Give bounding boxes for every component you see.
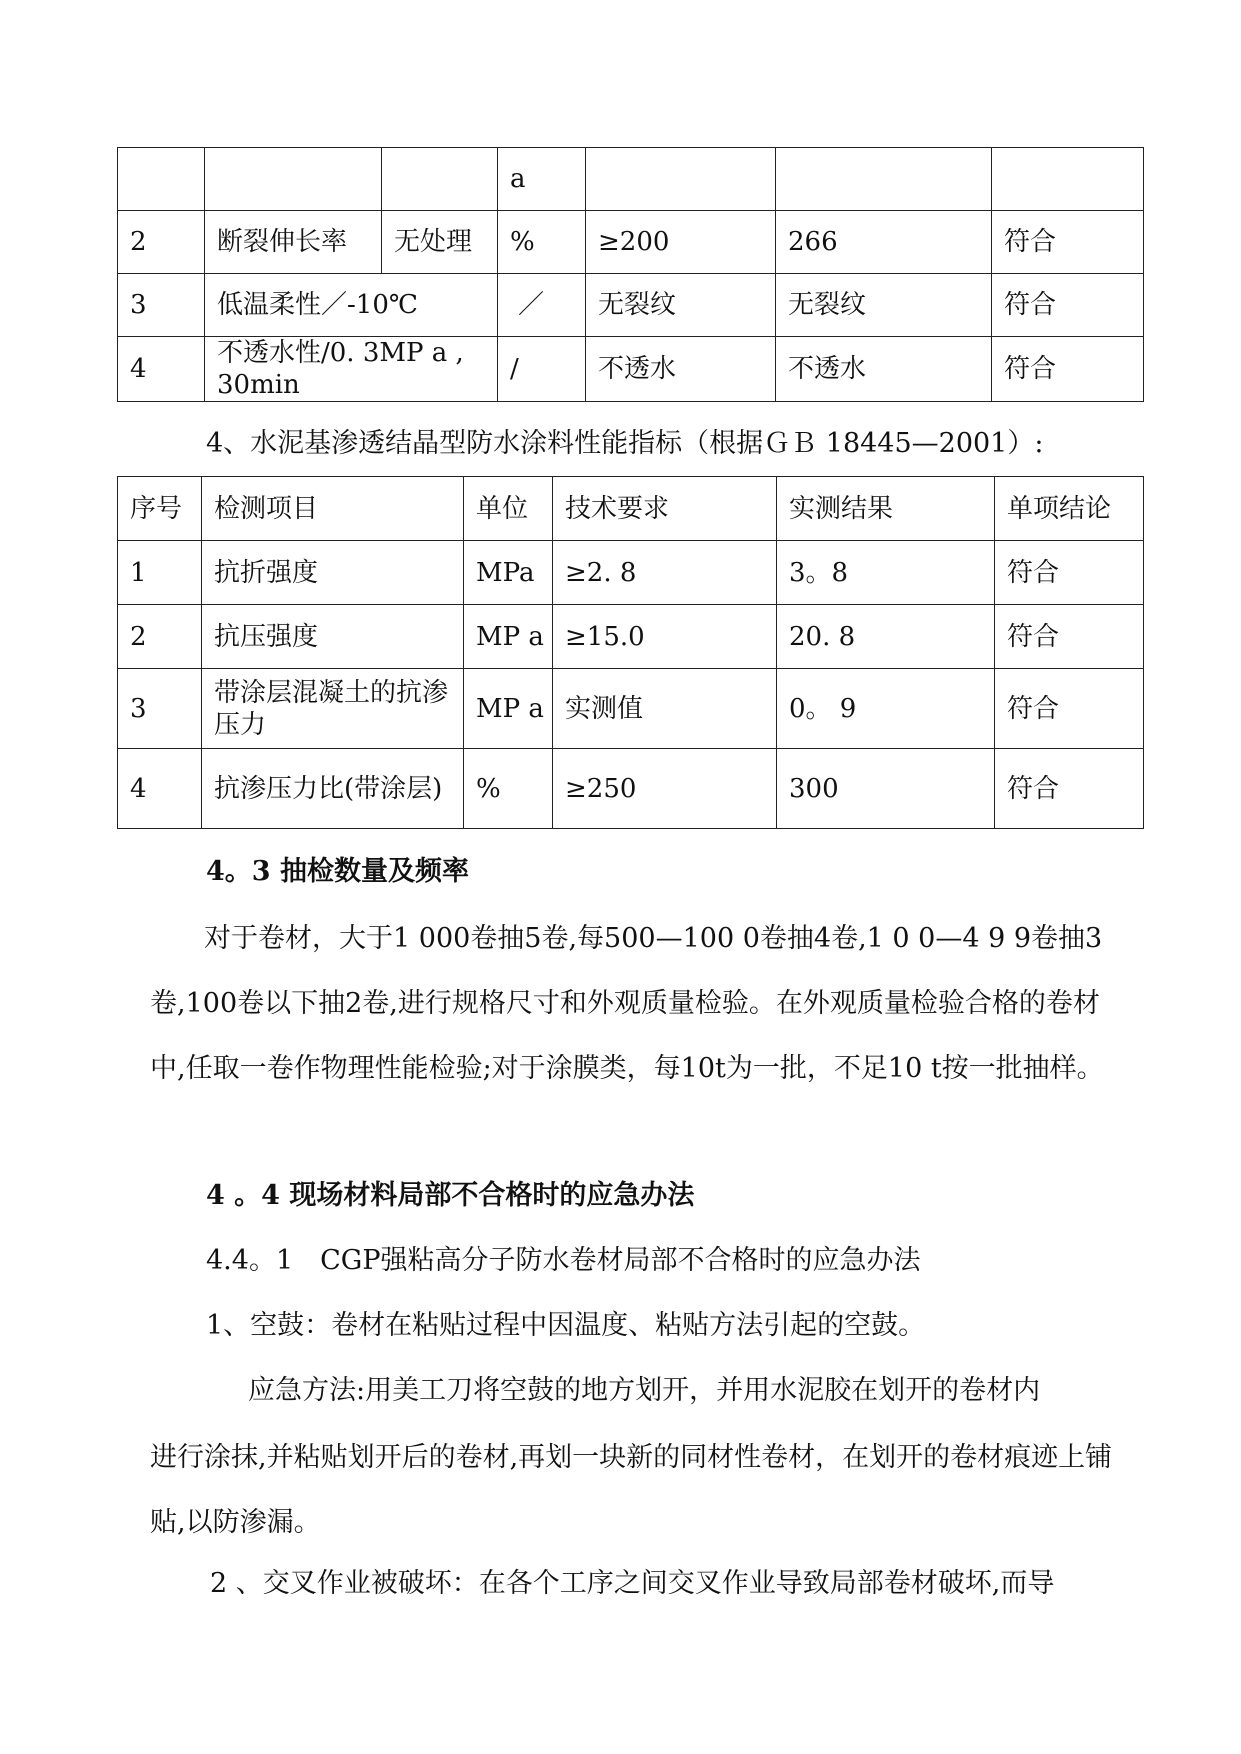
table-cell: 4 [118,337,205,402]
table-cell: a [498,148,586,211]
table-2 [117,476,1144,829]
table-row [118,148,1144,211]
list-item: 2 、交叉作业被破坏：在各个工序之间交叉作业导致局部卷材破坏,而导 [210,1568,1055,1599]
table-cell: 0。 9 [777,669,995,749]
table-cell: 不透水性/0. 3MP a , 30min [205,337,498,402]
table-cell: 符合 [995,541,1144,605]
table-cell [382,148,498,211]
column-header: 检测项目 [202,477,464,541]
table-cell: 符合 [992,274,1144,337]
table-cell: 无裂纹 [586,274,776,337]
table-cell: 符合 [995,749,1144,829]
column-header: 序号 [118,477,202,541]
column-header: 技术要求 [553,477,777,541]
table-cell: 3 [118,274,205,337]
paragraph-body: 进行涂抹,并粘贴划开后的卷材,再划一块新的同材性卷材，在划开的卷材痕迹上铺贴,以防渗漏。 [150,1442,1113,1538]
table-cell: MP a [464,669,553,749]
table-row [118,274,1144,337]
table-cell: ／ [498,274,586,337]
table-cell: 无处理 [382,211,498,274]
table-cell: ≥15.0 [553,605,777,669]
table-cell: 20. 8 [777,605,995,669]
subsection-heading: 4.4。1 CGP强粘高分子防水卷材局部不合格时的应急办法 [206,1245,921,1276]
list-item: 1、空鼓：卷材在粘贴过程中因温度、粘贴方法引起的空鼓。 [206,1310,926,1341]
table-cell: MP a [464,605,553,669]
paragraph-line: 应急方法:用美工刀将空鼓的地方划开，并用水泥胶在划开的卷材内 [248,1375,1041,1406]
table-cell: 1 [118,541,202,605]
column-header: 单位 [464,477,553,541]
table-cell: ≥250 [553,749,777,829]
table-cell [205,148,382,211]
table-cell: 断裂伸长率 [205,211,382,274]
table-cell: 实测值 [553,669,777,749]
table-cell: 抗渗压力比(带涂层) [202,749,464,829]
table-cell: ≥200 [586,211,776,274]
table-cell: 不透水 [776,337,992,402]
table-1 [117,147,1144,402]
table-cell: 抗压强度 [202,605,464,669]
section-body: 对于卷材，大于1 000卷抽5卷,每500—100 0卷抽4卷,1 0 0—4 9 9卷抽3卷,100卷以下抽2卷,进行规格尺寸和外观质量检验。在外观质量检验合格的卷材中,任取一卷作物理性能检验;对于涂膜类，每10t为一批，不足10 t按一批抽样。 [150,923,1104,1084]
table-row [118,211,1144,274]
table-row [118,337,1144,402]
table-cell: 符合 [995,605,1144,669]
column-header: 实测结果 [777,477,995,541]
table-cell [992,148,1144,211]
table-cell: 2 [118,211,205,274]
table-cell: MPa [464,541,553,605]
table-cell: 300 [777,749,995,829]
column-header: 单项结论 [995,477,1144,541]
table-2-caption: 4、水泥基渗透结晶型防水涂料性能指标（根据ＧＢ 18445—2001）: [206,428,1044,459]
table-cell: 4 [118,749,202,829]
table-cell: 低温柔性／-10℃ [205,274,498,337]
table-cell: 3 [118,669,202,749]
table-cell: 不透水 [586,337,776,402]
table-cell [776,148,992,211]
table-cell: 符合 [992,337,1144,402]
table-row [118,749,1144,829]
table-cell: % [498,211,586,274]
table-cell: 266 [776,211,992,274]
table-cell: 抗折强度 [202,541,464,605]
table-cell: 2 [118,605,202,669]
table-cell: 无裂纹 [776,274,992,337]
table-row [118,605,1144,669]
table-row [118,669,1144,749]
table-cell: 符合 [995,669,1144,749]
table-cell: 3。8 [777,541,995,605]
table-cell: / [498,337,586,402]
table-cell: % [464,749,553,829]
table-cell: ≥2. 8 [553,541,777,605]
section-heading: 4。3 抽检数量及频率 [206,856,469,887]
table-cell [118,148,205,211]
table-row [118,541,1144,605]
table-cell: 带涂层混凝土的抗渗压力 [202,669,464,749]
section-heading: 4 。4 现场材料局部不合格时的应急办法 [206,1180,695,1211]
table-header-row [118,477,1144,541]
table-cell [586,148,776,211]
table-cell: 符合 [992,211,1144,274]
